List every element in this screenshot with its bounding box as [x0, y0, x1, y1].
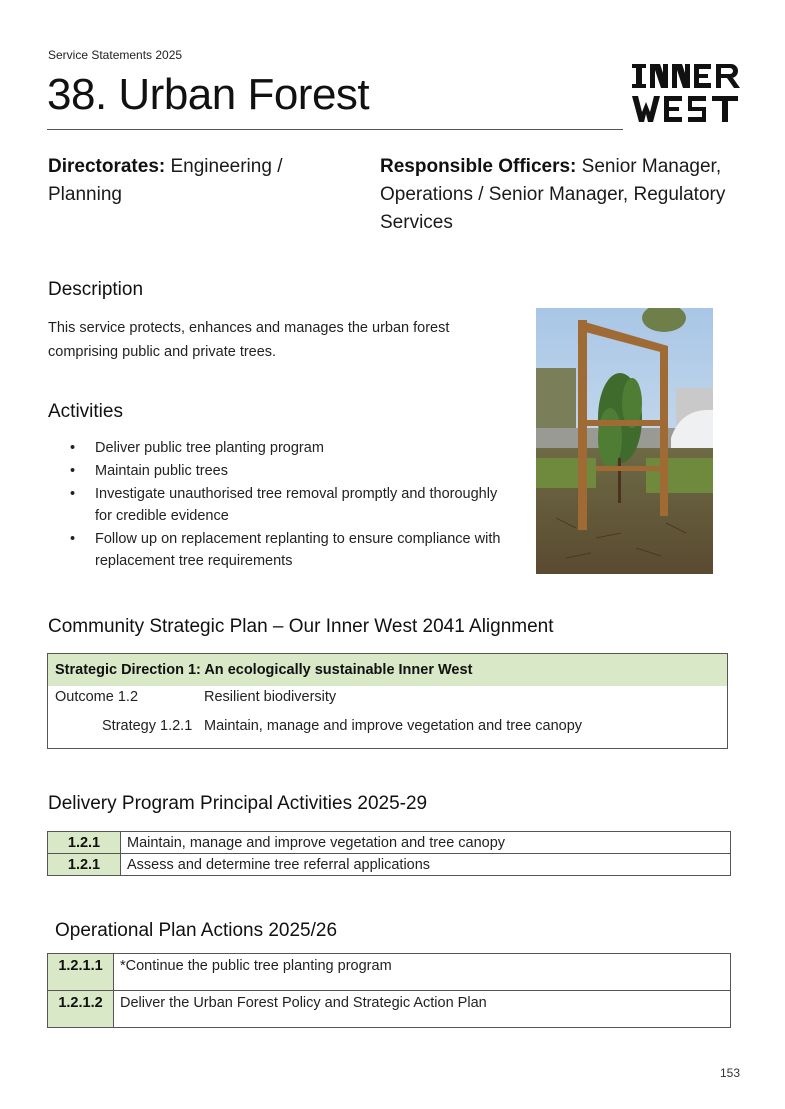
bullet-icon: • [70, 440, 76, 456]
list-item: • Investigate unauthorised tree removal promptly and thoroughly for credible evidence [48, 483, 508, 527]
title-divider [47, 129, 623, 130]
activity-code: 1.2.1 [48, 854, 121, 876]
action-code: 1.2.1.2 [48, 991, 114, 1028]
action-code: 1.2.1.1 [48, 954, 114, 991]
csp-alignment-box [47, 653, 728, 749]
bullet-icon: • [70, 463, 76, 479]
action-text: Deliver the Urban Forest Policy and Strategic Action Plan [114, 991, 731, 1028]
operational-plan-heading: Operational Plan Actions 2025/26 [55, 920, 338, 941]
activities-list [48, 437, 508, 573]
csp-heading: Community Strategic Plan – Our Inner West 2041 Alignment [48, 616, 554, 637]
activity-text: Maintain, manage and improve vegetation and tree canopy [121, 832, 731, 854]
outcome-label: Outcome 1.2 [55, 689, 139, 705]
directorates-label: Directorates: [48, 156, 166, 177]
outcome-text: Resilient biodiversity [204, 689, 337, 705]
table-row [48, 991, 731, 1028]
page-title: 38. Urban Forest [47, 70, 370, 119]
responsible-officers [380, 153, 750, 237]
bullet-icon: • [70, 486, 76, 502]
description-heading: Description [48, 279, 144, 300]
delivery-program-table [47, 831, 731, 876]
operational-plan-table [47, 953, 731, 1028]
table-row [48, 854, 731, 876]
bullet-icon: • [70, 531, 76, 547]
delivery-program-heading: Delivery Program Principal Activities 2025-29 [48, 793, 428, 814]
activity-code: 1.2.1 [48, 832, 121, 854]
directorates [48, 153, 348, 209]
officers-label: Responsible Officers: [380, 156, 577, 177]
strategy-text: Maintain, manage and improve vegetation and tree canopy [204, 718, 583, 734]
list-item: • Follow up on replacement replanting to ensure compliance with replacement tree requirements [48, 528, 508, 572]
action-text: *Continue the public tree planting program [114, 954, 731, 991]
list-item: • Maintain public trees [48, 460, 508, 482]
document-kicker: Service Statements 2025 [48, 48, 183, 62]
table-row [48, 832, 731, 854]
description-text: This service protects, enhances and manages the urban forest comprising public and private trees. [48, 320, 450, 360]
list-item: • Deliver public tree planting program [48, 437, 508, 459]
page-number: 153 [720, 1066, 741, 1080]
directorates-value: Engineering / Planning [48, 156, 283, 205]
inner-west-logo [630, 62, 742, 124]
tree-planting-photo [536, 308, 713, 574]
strategy-label: Strategy 1.2.1 [102, 718, 193, 734]
table-row [48, 954, 731, 991]
strategic-direction: Strategic Direction 1: An ecologically sustainable Inner West [48, 654, 727, 686]
activity-text: Assess and determine tree referral applications [121, 854, 731, 876]
officers-value: Senior Manager, Operations / Senior Manager, Regulatory Services [380, 156, 726, 233]
activities-heading: Activities [48, 401, 123, 422]
